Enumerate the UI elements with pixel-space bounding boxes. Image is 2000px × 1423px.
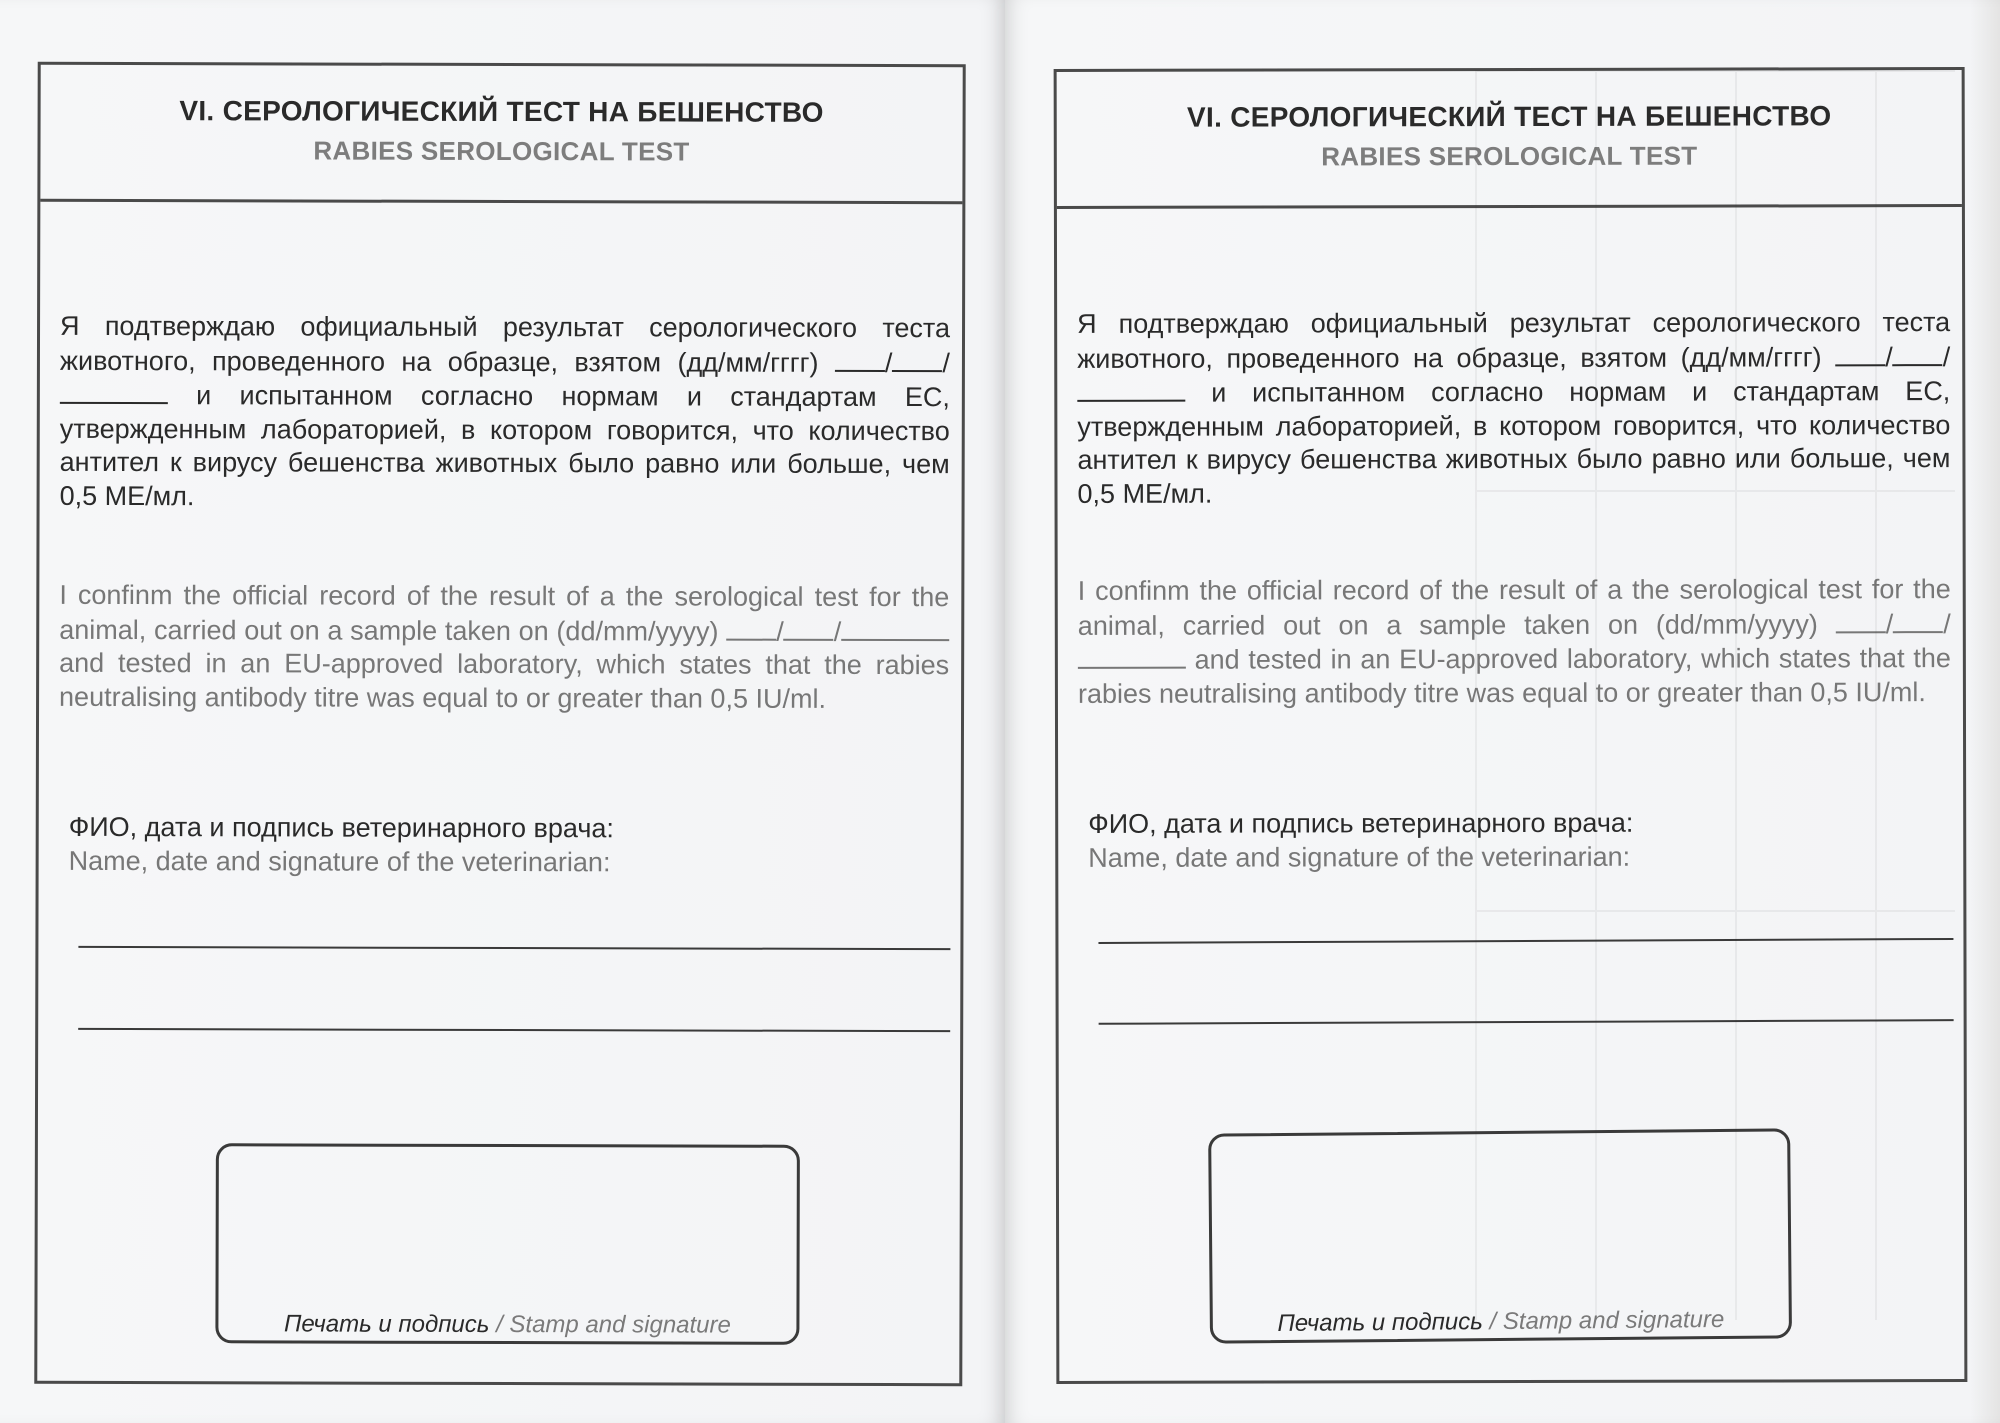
signature-label-ru: ФИО, дата и подпись ветеринарного врача: (68, 811, 614, 844)
date-day-blank[interactable] (1836, 607, 1886, 633)
right-page (1005, 0, 2000, 1423)
date-year-blank[interactable] (60, 378, 168, 404)
date-separator: / (884, 347, 893, 378)
section-title-ru: VI. СЕРОЛОГИЧЕСКИЙ ТЕСТ НА БЕШЕНСТВО (179, 95, 824, 128)
date-separator: / (1942, 341, 1951, 372)
signature-label-en: Name, date and signature of the veterinarian: (68, 845, 611, 878)
date-month-blank[interactable] (1893, 607, 1943, 633)
date-day-blank[interactable] (726, 614, 776, 640)
section-header (40, 65, 962, 204)
statement-en-part-1: I confinm the official record of the result of a the serological test for the animal, carried out on a sample taken on (dd/mm/yyyy) (1077, 574, 1951, 641)
date-separator: / (942, 347, 950, 378)
stamp-caption (1213, 1305, 1789, 1338)
statement-en-part-2: and tested in an EU-approved laboratory, which states that the rabies neutralising antibody titre was equal to or greater than 0,5 IU/ml. (59, 647, 950, 714)
statement-en-part-2: and tested in an EU-approved laboratory, which states that the rabies neutralising antibody titre was equal to or greater than 0,5 IU/ml. (1077, 643, 1951, 709)
statement-ru-part-2: и испытанном согласно нормам и стандартам ЕС, утвержденным лабораторией, в котором говорится, что количество антител к вирусу бешенства животных было равно или больше, чем 0,5 МЕ/мл. (1077, 376, 1951, 509)
date-separator: / (1885, 608, 1894, 639)
stamp-box[interactable] (1208, 1128, 1792, 1343)
date-month-blank[interactable] (892, 346, 942, 372)
statement-en-part-1: I confinm the official record of the result of a the serological test for the animal, carried out on a sample taken on (dd/mm/yyyy) (59, 579, 950, 647)
section-title-en: RABIES SEROLOGICAL TEST (313, 135, 690, 167)
signature-line-2[interactable] (78, 1028, 950, 1032)
signature-label-en: Name, date and signature of the veterinarian: (1088, 841, 1631, 873)
date-separator: / (1943, 608, 1951, 639)
statement-en (59, 579, 949, 716)
date-day-blank[interactable] (1835, 340, 1885, 366)
signature-line-1[interactable] (1098, 938, 1953, 944)
section-title-ru: VI. СЕРОЛОГИЧЕСКИЙ ТЕСТ НА БЕШЕНСТВО (1186, 100, 1832, 133)
stamp-box[interactable] (215, 1143, 800, 1345)
statement-ru-part-1: Я подтверждаю официальный результат серологического теста животного, проведенного на образце, взятом (дд/мм/гггг) (1077, 307, 1951, 374)
date-separator: / (776, 616, 784, 647)
signature-line-2[interactable] (1099, 1019, 1954, 1025)
page-frame (34, 62, 965, 1386)
statement-ru-part-1: Я подтверждаю официальный результат серологического теста животного, проведенного на образце, взятом (дд/мм/гггг) (59, 310, 951, 378)
stamp-caption-ru: Печать и подпись (1277, 1308, 1483, 1338)
page-frame (1054, 67, 1968, 1384)
date-month-blank[interactable] (1893, 340, 1943, 366)
date-separator: / (833, 616, 842, 647)
signature-label-ru: ФИО, дата и подпись ветеринарного врача: (1088, 807, 1634, 839)
signature-line-1[interactable] (78, 946, 950, 950)
statement-ru-part-2: и испытанном согласно нормам и стандартам ЕС, утвержденным лабораторией, в котором говорится, что количество антител к вирусу бешенства животных было равно или больше, чем 0,5 МЕ/мл. (59, 380, 950, 511)
date-year-blank[interactable] (1078, 643, 1186, 669)
statement-ru (60, 310, 951, 515)
date-year-blank[interactable] (1077, 376, 1185, 402)
date-month-blank[interactable] (784, 614, 834, 640)
date-day-blank[interactable] (835, 345, 885, 371)
date-separator: / (1885, 341, 1893, 372)
stamp-caption-en: / Stamp and signature (1489, 1305, 1725, 1336)
section-header (1057, 70, 1962, 209)
stamp-caption (218, 1310, 796, 1340)
statement-ru (1077, 306, 1950, 511)
section-title-en: RABIES SEROLOGICAL TEST (1321, 140, 1698, 172)
date-year-blank[interactable] (841, 614, 949, 640)
stamp-caption-en: / Stamp and signature (496, 1310, 731, 1339)
stamp-caption-ru: Печать и подпись (283, 1310, 490, 1338)
statement-en (1078, 573, 1951, 711)
